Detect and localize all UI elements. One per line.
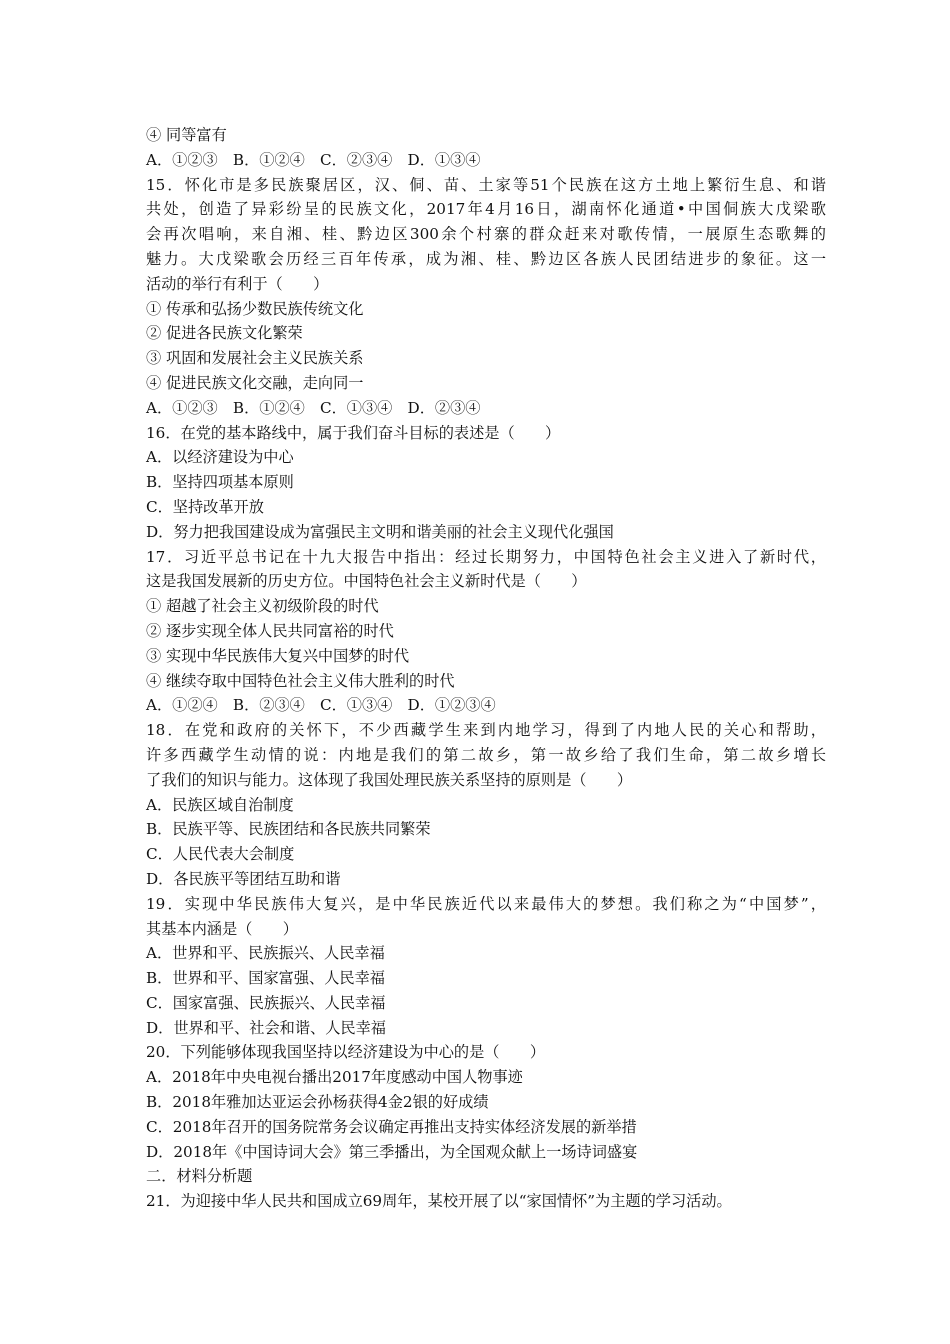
- text-line: C．人民代表大会制度: [146, 845, 295, 864]
- text-line: ④ 促进民族文化交融，走向同一: [146, 373, 364, 392]
- text-line: 19．实现中华民族伟大复兴，是中华民族近代以来最伟大的梦想。我们称之为“中国梦”，: [146, 894, 826, 913]
- text-line: ② 逐步实现全体人民共同富裕的时代: [146, 621, 394, 640]
- text-line: A．以经济建设为中心: [146, 448, 294, 467]
- text-line: 许多西藏学生动情的说：内地是我们的第二故乡，第一故乡给了我们生命，第二故乡增长: [146, 745, 826, 764]
- text-line: A．①②③ B．①②④ C．①③④ D．②③④: [146, 398, 481, 417]
- text-line: A．①②③ B．①②④ C．②③④ D．①③④: [146, 150, 481, 169]
- text-line: 共处，创造了异彩纷呈的民族文化，2017年4月16日，湖南怀化通道•中国侗族大戊梁歌: [146, 200, 826, 219]
- text-line: D．努力把我国建设成为富强民主文明和谐美丽的社会主义现代化强国: [146, 522, 614, 541]
- text-line: ④ 同等富有: [146, 126, 227, 144]
- text-line: D．各民族平等团结互助和谐: [146, 869, 341, 888]
- text-line: C．国家富强、民族振兴、人民幸福: [146, 993, 386, 1012]
- text-line: ② 促进各民族文化繁荣: [146, 324, 303, 343]
- text-line: 其基本内涵是（ ）: [146, 919, 298, 938]
- text-line: B．民族平等、民族团结和各民族共同繁荣: [146, 820, 431, 839]
- text-line: A．世界和平、民族振兴、人民幸福: [146, 944, 385, 963]
- text-line: ③ 巩固和发展社会主义民族关系: [146, 349, 364, 368]
- text-line: 会再次唱响，来自湘、桂、黔边区300余个村寨的群众赶来对歌传情，一展原生态歌舞的: [146, 225, 826, 244]
- text-line: A．2018年中央电视台播出2017年度感动中国人物事迹: [146, 1068, 523, 1087]
- text-line: C．2018年召开的国务院常务会议确定再推出支持实体经济发展的新举措: [146, 1117, 637, 1136]
- text-line: 了我们的知识与能力。这体现了我国处理民族关系坚持的原则是（ ）: [146, 770, 632, 789]
- text-line: A．民族区域自治制度: [146, 795, 294, 814]
- text-line: 15．怀化市是多民族聚居区，汉、侗、苗、土家等51个民族在这方土地上繁衍生息、和谐: [146, 175, 826, 194]
- text-line: 这是我国发展新的历史方位。中国特色社会主义新时代是（ ）: [146, 572, 587, 591]
- text-line: D．世界和平、社会和谐、人民幸福: [146, 1018, 386, 1037]
- text-line: ③ 实现中华民族伟大复兴中国梦的时代: [146, 646, 410, 665]
- text-line: 20．下列能够体现我国坚持以经济建设为中心的是（ ）: [146, 1043, 546, 1062]
- text-line: ① 超越了社会主义初级阶段的时代: [146, 597, 379, 616]
- text-line: ④ 继续夺取中国特色社会主义伟大胜利的时代: [146, 671, 455, 690]
- text-line: 二．材料分析题: [146, 1167, 253, 1186]
- text-line: ① 传承和弘扬少数民族传统文化: [146, 299, 364, 318]
- text-line: D．2018年《中国诗词大会》第三季播出，为全国观众献上一场诗词盛宴: [146, 1142, 638, 1161]
- text-line: 17．习近平总书记在十九大报告中指出：经过长期努力，中国特色社会主义进入了新时代，: [146, 547, 826, 566]
- text-line: A．①②④ B．②③④ C．①③④ D．①②③④: [146, 696, 496, 715]
- text-line: B．世界和平、国家富强、人民幸福: [146, 969, 385, 988]
- text-line: C．坚持改革开放: [146, 497, 264, 516]
- text-line: B．坚持四项基本原则: [146, 473, 294, 492]
- text-line: B．2018年雅加达亚运会孙杨获得4金2银的好成绩: [146, 1093, 489, 1112]
- text-line: 魅力。大戊梁歌会历经三百年传承，成为湘、桂、黔边区各族人民团结进步的象征。这一: [146, 249, 826, 268]
- text-line: 活动的举行有利于（ ）: [146, 274, 329, 293]
- document-body: [146, 123, 826, 1214]
- text-line: 18．在党和政府的关怀下，不少西藏学生来到内地学习，得到了内地人民的关心和帮助，: [146, 721, 826, 740]
- text-line: 21．为迎接中华人民共和国成立69周年，某校开展了以“家国情怀”为主题的学习活动。: [146, 1192, 732, 1211]
- text-line: 16．在党的基本路线中，属于我们奋斗目标的表述是（ ）: [146, 423, 561, 442]
